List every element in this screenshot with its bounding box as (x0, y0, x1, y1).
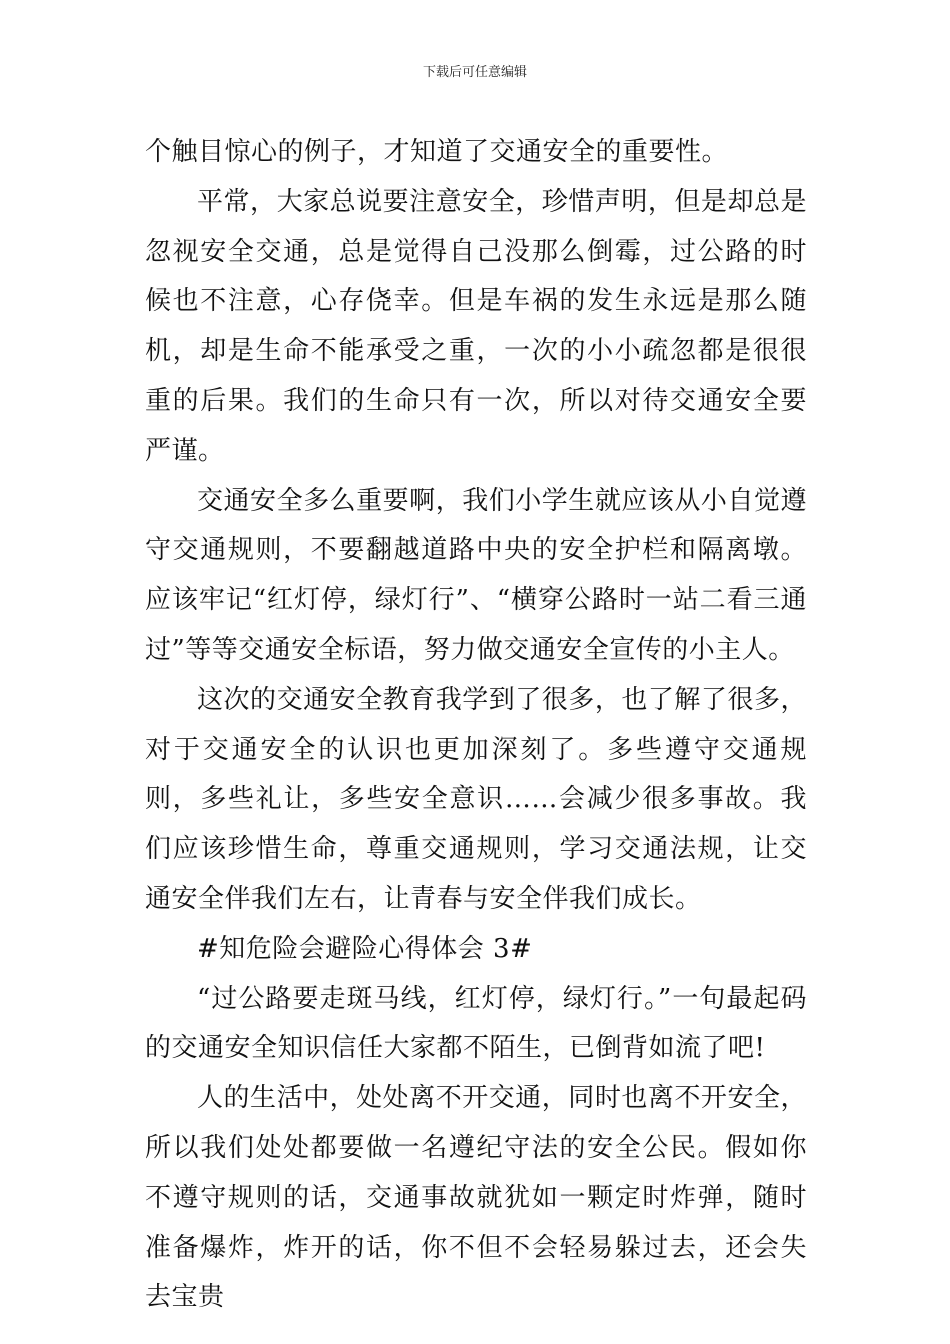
paragraph: “过公路要走斑马线，红灯停，绿灯行。”一句最起码的交通安全知识信任大家都不陌生，已倒背如流了吧! (145, 983, 807, 1064)
paragraph: 人的生活中，处处离不开交通，同时也离不开安全，所以我们处处都要做一名遵纪守法的安全公民。假如你不遵守规则的话，交通事故就犹如一颗定时炸弹，随时准备爆炸，炸开的话，你不但不会轻易躲过去，还会失去宝贵 (145, 1083, 807, 1313)
section-heading: #知危险会避险心得体会 3# (197, 933, 533, 964)
paragraph: 交通安全多么重要啊，我们小学生就应该从小自觉遵守交通规则，不要翻越道路中央的安全护栏和隔离墩。应该牢记“红灯停，绿灯行”、“横穿公路时一站二看三通过”等等交通安全标语，努力做交通安全宣传的小主人。 (145, 485, 807, 665)
paragraph-continuation: 个触目惊心的例子，才知道了交通安全的重要性。 (145, 137, 729, 167)
paragraph: 这次的交通安全教育我学到了很多，也了解了很多，对于交通安全的认识也更加深刻了。多些遵守交通规则，多些礼让，多些安全意识……会减少很多事故。我们应该珍惜生命，尊重交通规则，学习交通法规，让交通安全伴我们左右，让青春与安全伴我们成长。 (145, 684, 807, 914)
page-header-note: 下载后可任意编辑 (422, 65, 527, 80)
document-body (145, 128, 807, 1323)
paragraph: 平常，大家总说要注意安全，珍惜声明，但是却总是忽视安全交通，总是觉得自己没那么倒霉，过公路的时候也不注意，心存侥幸。但是车祸的发生永远是那么随机，却是生命不能承受之重，一次的小小疏忽都是很很重的后果。我们的生命只有一次，所以对待交通安全要严谨。 (145, 186, 807, 466)
